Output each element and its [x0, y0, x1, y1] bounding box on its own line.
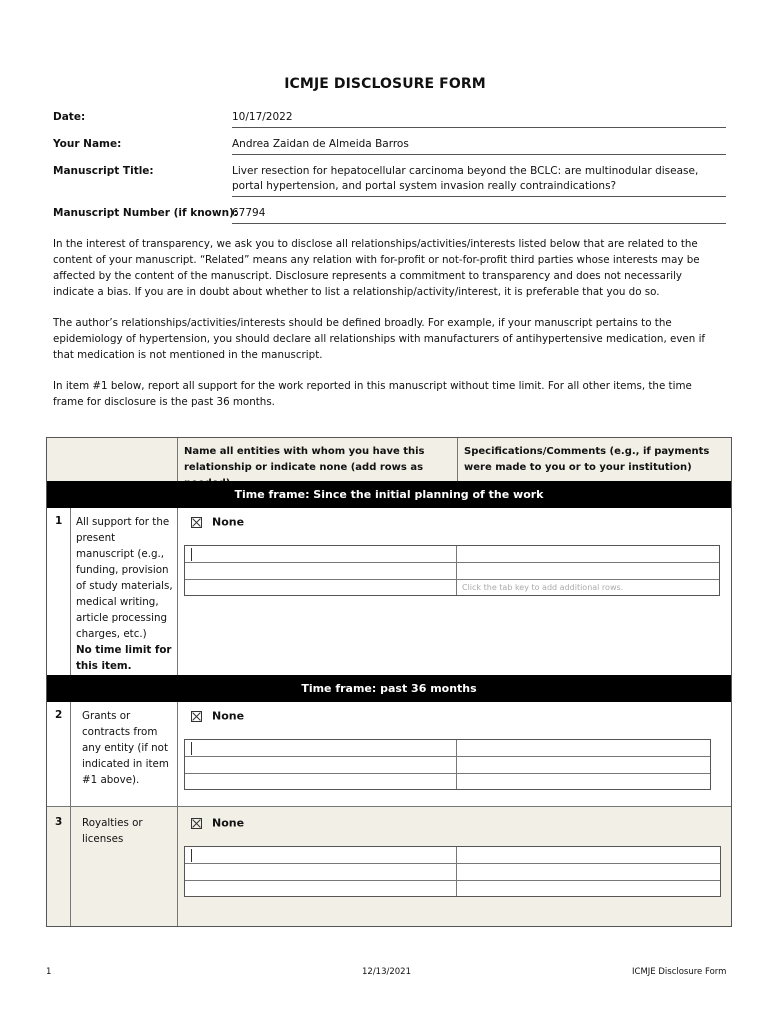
item-1-entries-table[interactable] — [184, 545, 720, 596]
definition-paragraph: The author’s relationships/activities/interests should be defined broadly. For example, if your manuscript pertains to the epidemiology of hypertension, you should declare all relationships with manufacturers of antihypertensive medication, even if that medication is not mentioned in the manuscript. — [53, 317, 706, 361]
checkbox-checked-icon — [191, 711, 202, 722]
item-2-entries-table[interactable] — [184, 739, 711, 790]
item-2-none-label: None — [212, 709, 245, 723]
checkbox-checked-icon — [191, 517, 202, 528]
item-1-none-checkbox[interactable] — [191, 515, 244, 529]
item-2-none-checkbox[interactable] — [191, 709, 244, 723]
item-1-no-time-limit: No time limit for this item. — [76, 644, 172, 672]
table-header-entities: Name all entities with whom you have this relationship or indicate none (add rows as — [184, 446, 425, 473]
date-field[interactable]: 10/17/2022 — [232, 110, 726, 128]
item-1-description-text: All support for the present manuscript (e.g., funding, provision of study materials, medical writing, article processing charges, etc.) — [76, 516, 173, 640]
timeframe-bar-36-months: Time frame: past 36 months — [47, 675, 731, 702]
item-2-description: Grants or contracts from any entity (if not indicated in item #1 above). — [82, 710, 169, 786]
item-3-none-checkbox[interactable] — [191, 816, 244, 830]
item-3-number: 3 — [55, 816, 63, 828]
item-3-entries-table[interactable] — [184, 846, 721, 897]
checkbox-checked-icon — [191, 818, 202, 829]
table-header-comments: Specifications/Comments (e.g., if payments were made to you or to your institution) — [464, 446, 710, 473]
timeframe-bar-initial: Time frame: Since the initial planning of the work — [47, 481, 731, 508]
item-3-none-label: None — [212, 816, 245, 830]
item-1-number: 1 — [55, 515, 63, 527]
footer-page-number: 1 — [46, 967, 52, 977]
manuscript-number-label: Manuscript Number (if known): — [53, 207, 239, 219]
item-1-none-label: None — [212, 515, 245, 529]
intro-paragraph: In the interest of transparency, we ask you to disclose all relationships/activities/interests listed below that are related to the content of your manuscript. “Related” means any relation with for-profit or not-for-profit third parties whose interests may be affected by the content of the manuscript. Disclosure represents a commitment to transparency and does not necessarily indicate a bias. If you are in doubt about whether to list a relationship/activity/interest, it is preferable that you do so. — [53, 238, 700, 298]
footer-form-name: ICMJE Disclosure Form — [632, 967, 727, 977]
disclosure-table — [46, 437, 732, 927]
manuscript-title-label: Manuscript Title: — [53, 165, 154, 177]
timeframe-paragraph: In item #1 below, report all support for the work reported in this manuscript without time limit. For all other items, the time frame for disclosure is the past 36 months. — [53, 380, 692, 408]
item-2-number: 2 — [55, 709, 63, 721]
footer-date: 12/13/2021 — [362, 967, 411, 977]
form-title: ICMJE DISCLOSURE FORM — [284, 76, 486, 92]
item-1-description — [76, 514, 174, 674]
item-1-add-rows-hint: Click the tab key to add additional rows. — [462, 583, 624, 592]
item-3-description: Royalties or licenses — [82, 817, 143, 845]
name-field[interactable]: Andrea Zaidan de Almeida Barros — [232, 137, 726, 155]
manuscript-title-field[interactable]: Liver resection for hepatocellular carcinoma beyond the BCLC: are multinodular disease, portal hypertension, and portal system invasion really contraindications? — [232, 164, 726, 197]
name-label: Your Name: — [53, 138, 122, 150]
manuscript-number-field[interactable]: 67794 — [232, 206, 726, 224]
date-label: Date: — [53, 111, 86, 123]
